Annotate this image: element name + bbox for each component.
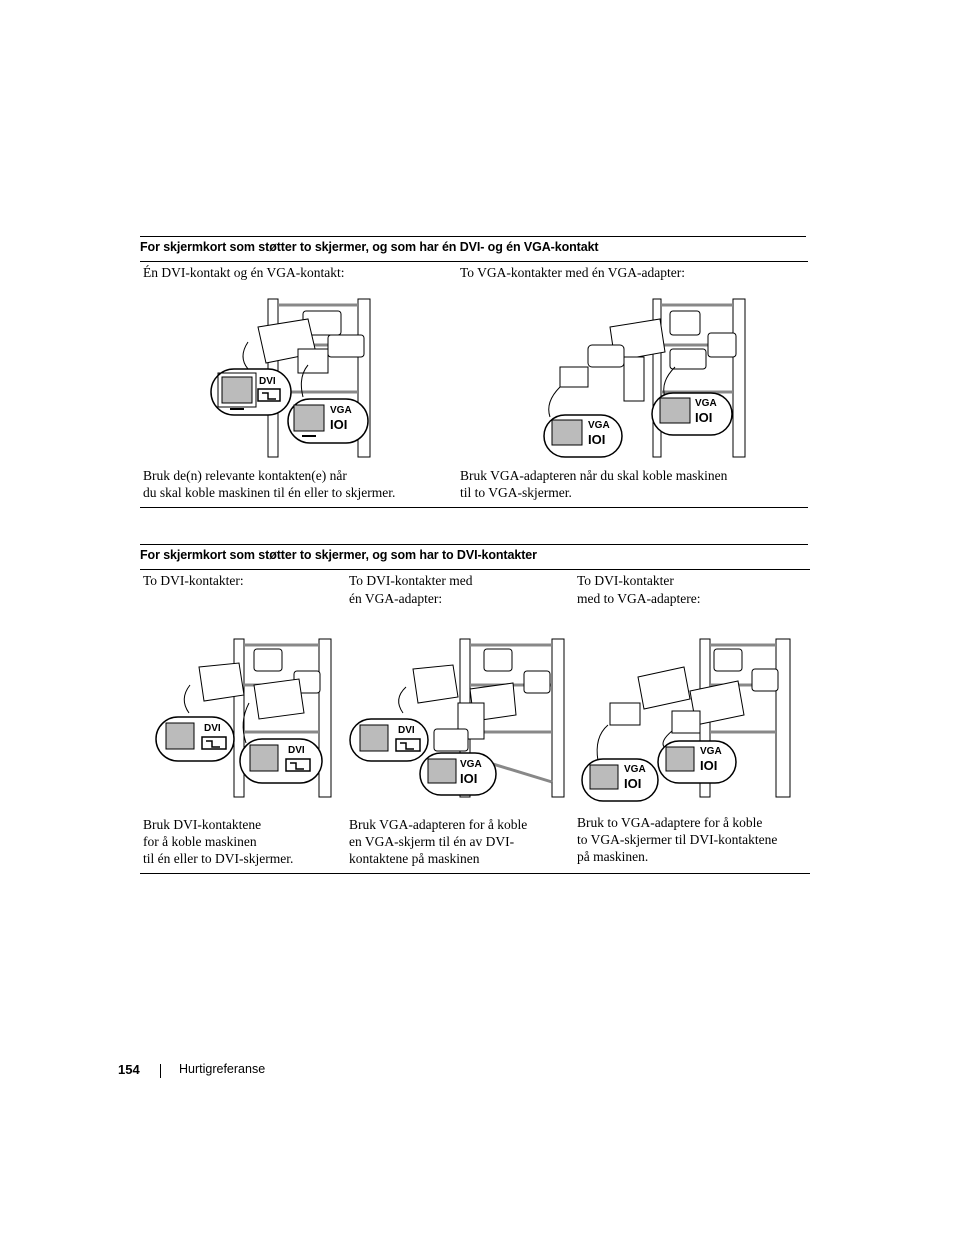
section2-col3-desc-1: Bruk to VGA-adaptere for å koble (577, 815, 763, 830)
section2-col3-desc-3: på maskinen. (577, 849, 649, 864)
vga-adapter-connection-figure (540, 297, 750, 459)
svg-text:IOI: IOI (330, 417, 348, 432)
footer-section-title: Hurtigreferanse (179, 1062, 266, 1076)
section2-col3-desc-2: to VGA-skjermer til DVI-kontaktene (577, 832, 778, 847)
section2-col2-title-1: To DVI-kontakter med (349, 573, 473, 588)
footer-separator (160, 1064, 161, 1078)
dvi-label: DVI (398, 725, 415, 736)
vga-label: VGA (460, 759, 482, 770)
vga-label-right: VGA (695, 398, 717, 409)
section2-col2-desc-3: kontaktene på maskinen (349, 851, 480, 866)
dvi-label-left: DVI (204, 723, 221, 734)
section2-col2-title-2: én VGA-adapter: (349, 591, 443, 606)
svg-text:IOI: IOI (695, 410, 713, 425)
section1-bottom-rule (140, 507, 808, 508)
svg-text:IOI: IOI (700, 758, 718, 773)
section1-header-rule (140, 261, 808, 262)
dvi-label-right: DVI (288, 745, 305, 756)
section2-bottom-rule (140, 873, 810, 874)
section2-col2-desc-1: Bruk VGA-adapteren for å koble (349, 817, 528, 832)
section2-header-rule (140, 569, 810, 570)
section1-col1-desc-1: Bruk de(n) relevante kontakten(e) når (143, 468, 347, 483)
vga-label-right: VGA (700, 746, 722, 757)
section2-col1-desc-2: for å koble maskinen (143, 834, 257, 849)
page-number: 154 (118, 1062, 140, 1077)
section1-col2-desc-2: til to VGA-skjermer. (460, 485, 572, 500)
svg-text:IOI: IOI (624, 776, 642, 791)
section2-col2-desc-2: en VGA-skjerm til én av DVI- (349, 834, 515, 849)
two-dvi-connection-figure (154, 637, 334, 799)
section2-col1-desc-1: Bruk DVI-kontaktene (143, 817, 262, 832)
dvi-two-vga-adapters-figure (580, 637, 792, 803)
section2-top-rule (140, 544, 808, 545)
svg-text:IOI: IOI (588, 432, 606, 447)
vga-label-left: VGA (624, 764, 646, 775)
section1-col2-title: To VGA-kontakter med én VGA-adapter: (460, 265, 685, 280)
section1-col2-desc-1: Bruk VGA-adapteren når du skal koble maskinen (460, 468, 728, 483)
vga-label-left: VGA (588, 420, 610, 431)
section2-col1-desc-3: til én eller to DVI-skjermer. (143, 851, 294, 866)
dvi-label: DVI (259, 376, 276, 387)
dvi-vga-connection-figure (208, 297, 388, 459)
section1-col1-title: Én DVI-kontakt og én VGA-kontakt: (143, 265, 345, 280)
section2-col3-title-1: To DVI-kontakter (577, 573, 674, 588)
section1-header: For skjermkort som støtter to skjermer, og som har én DVI- og én VGA-kontakt (140, 240, 599, 254)
section2-col1-title: To DVI-kontakter: (143, 573, 244, 588)
section2-header: For skjermkort som støtter to skjermer, og som har to DVI-kontakter (140, 548, 537, 562)
svg-text:IOI: IOI (460, 771, 478, 786)
vga-label: VGA (330, 405, 352, 416)
section1-top-rule (140, 236, 806, 237)
section2-col3-title-2: med to VGA-adaptere: (577, 591, 701, 606)
section1-col1-desc-2: du skal koble maskinen til én eller to skjermer. (143, 485, 396, 500)
dvi-one-vga-adapter-figure (348, 637, 566, 799)
